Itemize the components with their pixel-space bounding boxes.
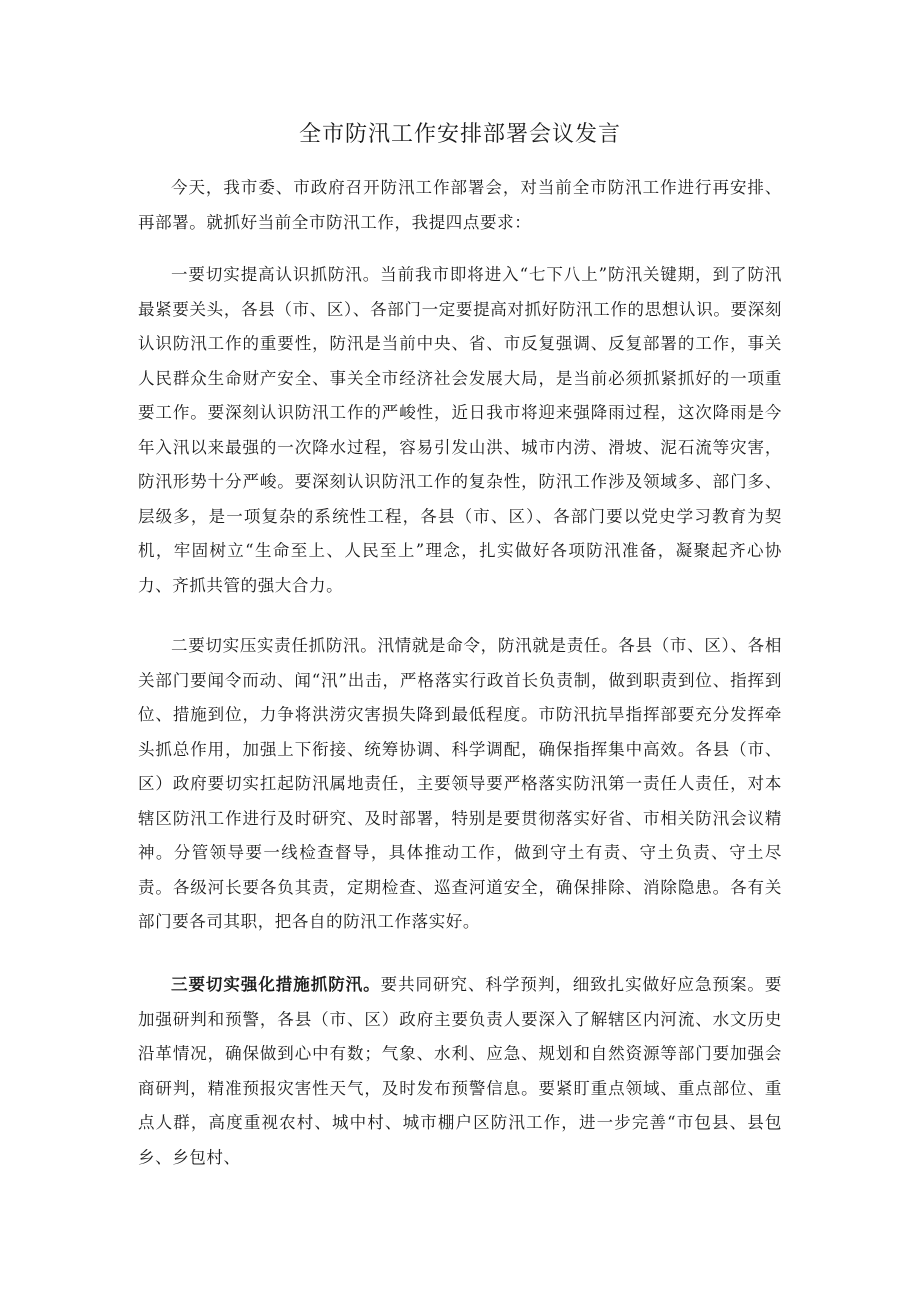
paragraph-text: 一要切实提高认识抓防汛。当前我市即将进入“七下八上”防汛关键期，到了防汛最紧要关头，各县（市、区）、各部门一定要提高对抓好防汛工作的思想认识。要深刻认识防汛工作的重要性，防汛是当前中央、省、市反复强调、反复部署的工作，事关人民群众生命财产安全、事关全市经济社会发展大局，是当前必须抓紧抓好的一项重要工作。要深刻认识防汛工作的严峻性，近日我市将迎来强降雨过程，这次降雨是今年入汛以来最强的一次降水过程，容易引发山洪、城市内涝、滑坡、泥石流等灾害，防汛形势十分严峻。要深刻认识防汛工作的复杂性，防汛工作涉及领域多、部门多、层级多，是一项复杂的系统性工程，各县（市、区）、各部门要以党史学习教育为契机，牢固树立“生命至上、人民至上”理念，扎实做好各项防汛准备，凝聚起齐心协力、齐抓共管的强大合力。 bbox=[138, 265, 782, 595]
paragraph-point-two bbox=[138, 629, 782, 940]
paragraph-text: 要共同研究、科学预判，细致扎实做好应急预案。要加强研判和预警，各县（市、区）政府主要负责人要深入了解辖区内河流、水文历史沿革情况，确保做到心中有数；气象、水利、应急、规划和自然资源等部门要加强会商研判，精准预报灾害性天气，及时发布预警信息。要紧盯重点领域、重点部位、重点人群，高度重视农村、城中村、城市棚户区防汛工作，进一步完善“市包县、县包乡、乡包村、 bbox=[138, 975, 782, 1167]
paragraph-intro bbox=[138, 171, 782, 240]
paragraph-text: 二要切实压实责任抓防汛。汛情就是命令，防汛就是责任。各县（市、区）、各相关部门要闻令而动、闻“汛”出击，严格落实行政首长负责制，做到职责到位、指挥到位、措施到位，力争将洪涝灾害损失降到最低程度。市防汛抗旱指挥部要充分发挥牵头抓总作用，加强上下衔接、统筹协调、科学调配，确保指挥集中高效。各县（市、区）政府要切实扛起防汛属地责任，主要领导要严格落实防汛第一责任人责任，对本辖区防汛工作进行及时研究、及时部署，特别是要贯彻落实好省、市相关防汛会议精神。分管领导要一线检查督导，具体推动工作，做到守土有责、守土负责、守土尽责。各级河长要各负其责，定期检查、巡查河道安全，确保排除、消除隐患。各有关部门要各司其职，把各自的防汛工作落实好。 bbox=[138, 636, 782, 931]
paragraph-point-one bbox=[138, 258, 782, 603]
paragraph-point-three bbox=[138, 968, 782, 1175]
document-title: 全市防汛工作安排部署会议发言 bbox=[298, 122, 621, 147]
paragraph-lead-bold: 三要切实强化措施抓防汛。 bbox=[171, 975, 381, 994]
paragraph-text: 今天，我市委、市政府召开防汛工作部署会，对当前全市防汛工作进行再安排、再部署。就抓好当前全市防汛工作，我提四点要求： bbox=[138, 178, 782, 232]
